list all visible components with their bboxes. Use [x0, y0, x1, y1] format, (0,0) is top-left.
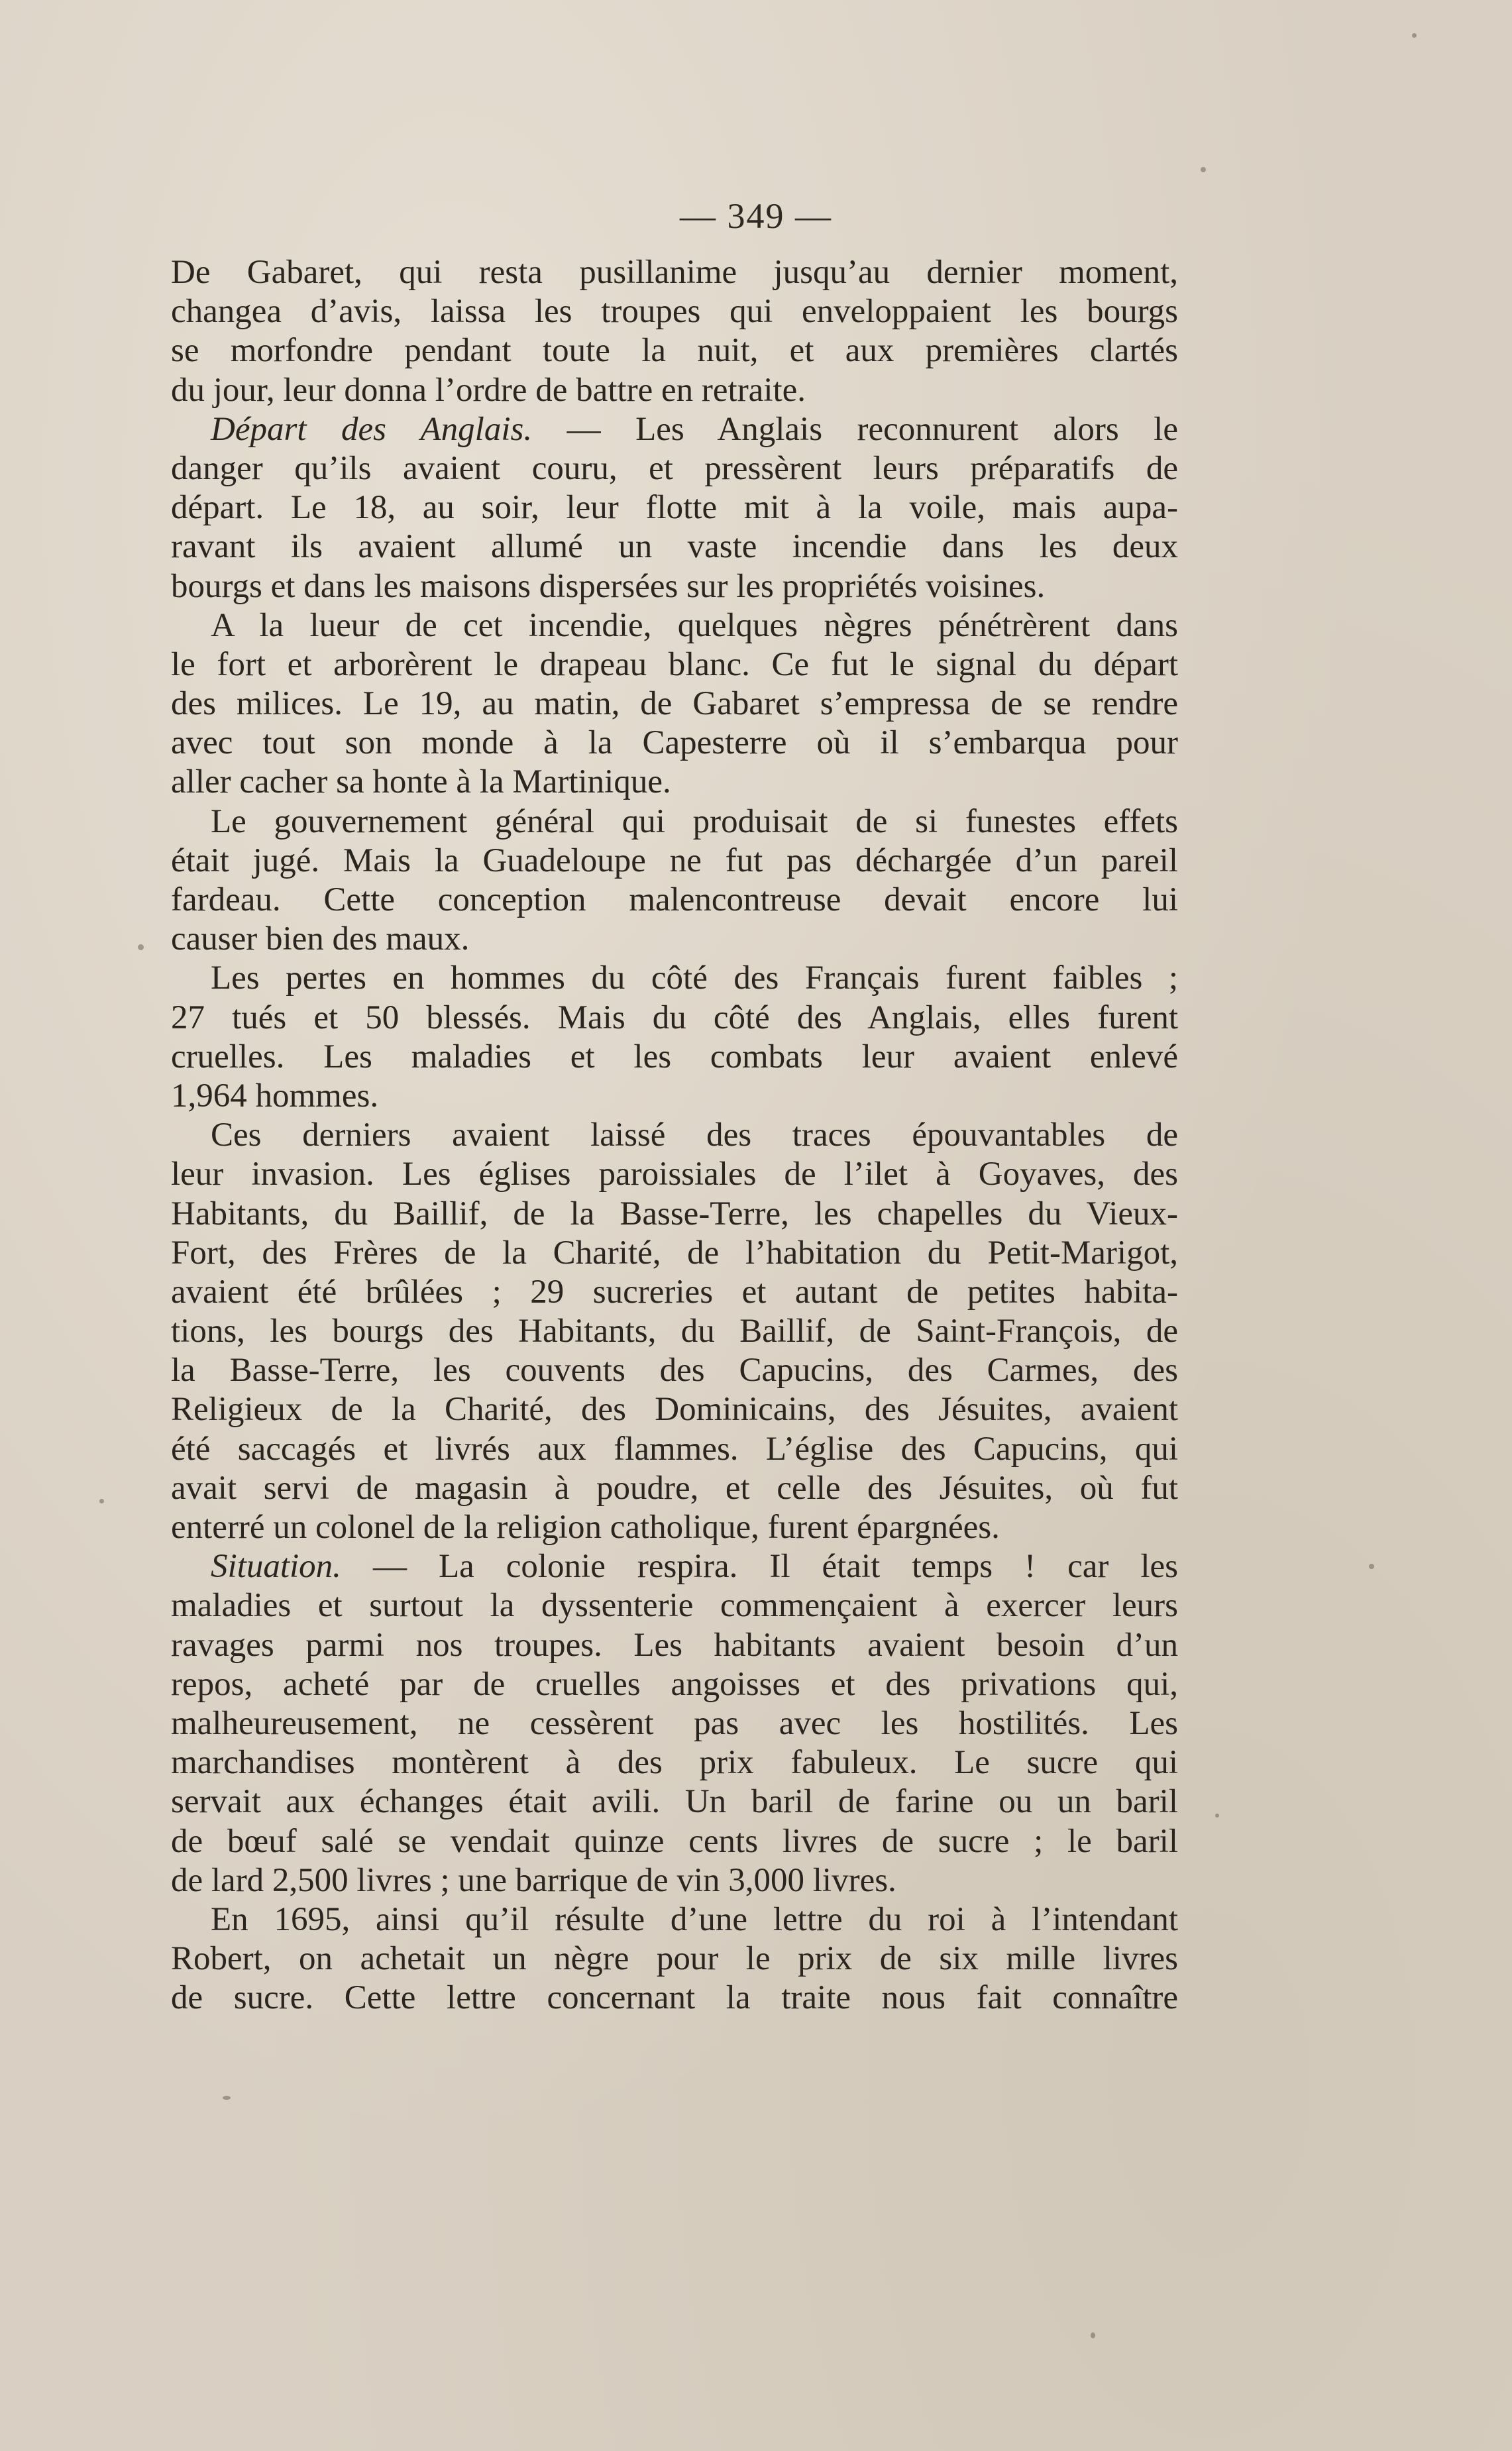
text-line: En 1695, ainsi qu’il résulte d’une lettre du roi à l’intendant	[211, 1900, 1178, 1938]
body-text	[171, 253, 1178, 2018]
text-line: maladies et surtout la dyssenterie commençaient à exercer leurs	[171, 1587, 1178, 1625]
text-line: avec tout son monde à la Capesterre où il s’embarqua pour	[171, 724, 1178, 762]
text-line: était jugé. Mais la Guadeloupe ne fut pas déchargée d’un pareil	[171, 842, 1178, 879]
text-line: de sucre. Cette lettre concernant la traite nous fait connaître	[171, 1979, 1178, 2017]
text-line: avait servi de magasin à poudre, et celle des Jésuites, où fut	[171, 1469, 1178, 1507]
text-line: leur invasion. Les églises paroissiales de l’ilet à Goyaves, des	[171, 1156, 1178, 1193]
text-line: De Gabaret, qui resta pusillanime jusqu’au dernier moment,	[171, 254, 1178, 291]
text-line: des milices. Le 19, au matin, de Gabaret s’empressa de se rendre	[171, 685, 1178, 723]
text-line: Fort, des Frères de la Charité, de l’habitation du Petit-Marigot,	[171, 1234, 1178, 1272]
text-line: A la lueur de cet incendie, quelques nègres pénétrèrent dans	[211, 606, 1178, 644]
text-line: Les pertes en hommes du côté des Français furent faibles ;	[211, 959, 1178, 997]
text-line: le fort et arborèrent le drapeau blanc. Ce fut le signal du départ	[171, 645, 1178, 683]
paper-speck	[1091, 2332, 1095, 2338]
text-line-rest: — Les Anglais reconnurent alors le	[532, 410, 1178, 448]
text-line: tions, les bourgs des Habitants, du Baillif, de Saint-François, de	[171, 1313, 1178, 1350]
text-line: Ces derniers avaient laissé des traces épouvantables de	[211, 1117, 1178, 1154]
text-line: la Basse-Terre, les couvents des Capucins, des Carmes, des	[171, 1352, 1178, 1389]
text-line: départ. Le 18, au soir, leur flotte mit à la voile, mais aupa-	[171, 489, 1178, 527]
text-line: Religieux de la Charité, des Dominicains, des Jésuites, avaient	[171, 1391, 1178, 1429]
text-line: causer bien des maux.	[171, 920, 470, 958]
text-line: servait aux échanges était avili. Un baril de farine ou un baril	[171, 1783, 1178, 1821]
text-line	[171, 1547, 1178, 1586]
text-line: ravages parmi nos troupes. Les habitants avaient besoin d’un	[171, 1626, 1178, 1664]
text-line: repos, acheté par de cruelles angoisses et des privations qui,	[171, 1665, 1178, 1703]
text-line: de lard 2,500 livres ; une barrique de vin 3,000 livres.	[171, 1861, 896, 1899]
text-line: marchandises montèrent à des prix fabuleux. Le sucre qui	[171, 1744, 1178, 1782]
text-line: enterré un colonel de la religion catholique, furent épargnées.	[171, 1509, 1000, 1546]
page-number: — 349 —	[680, 196, 832, 236]
text-line: du jour, leur donna l’ordre de battre en retraite.	[171, 371, 806, 409]
text-line: ravant ils avaient allumé un vaste incendie dans les deux	[171, 528, 1178, 566]
text-line: aller cacher sa honte à la Martinique.	[171, 763, 671, 801]
paper-speck	[1412, 33, 1417, 38]
text-line: Robert, on achetait un nègre pour le prix de six mille livres	[171, 1940, 1178, 1978]
text-line: se morfondre pendant toute la nuit, et aux premières clartés	[171, 332, 1178, 370]
text-line: de bœuf salé se vendait quinze cents livres de sucre ; le baril	[171, 1822, 1178, 1860]
paper-speck	[1215, 1814, 1219, 1818]
text-line: été saccagés et livrés aux flammes. L’église des Capucins, qui	[171, 1430, 1178, 1468]
paper-speck	[1201, 167, 1206, 172]
text-line: changea d’avis, laissa les troupes qui enveloppaient les bourgs	[171, 293, 1178, 331]
text-line: fardeau. Cette conception malencontreuse devait encore lui	[171, 881, 1178, 918]
text-line: avaient été brûlées ; 29 sucreries et autant de petites habita-	[171, 1273, 1178, 1311]
text-line	[171, 410, 1178, 449]
paper-speck	[223, 2096, 231, 2100]
paper-speck	[138, 944, 144, 950]
text-line: malheureusement, ne cessèrent pas avec les hostilités. Les	[171, 1704, 1178, 1742]
paper-speck	[1369, 1564, 1374, 1569]
text-line: Le gouvernement général qui produisait de si funestes effets	[211, 802, 1178, 840]
text-line-rest: — La colonie respira. Il était temps ! car les	[341, 1548, 1178, 1586]
section-heading: Situation.	[211, 1548, 341, 1586]
text-line: Habitants, du Baillif, de la Basse-Terre, les chapelles du Vieux-	[171, 1195, 1178, 1232]
paper-speck	[99, 1499, 104, 1503]
text-line: 1,964 hommes.	[171, 1077, 379, 1115]
section-heading: Départ des Anglais.	[211, 410, 533, 448]
text-line: danger qu’ils avaient couru, et pressèrent leurs préparatifs de	[171, 449, 1178, 487]
text-line: cruelles. Les maladies et les combats leur avaient enlevé	[171, 1038, 1178, 1075]
text-line: 27 tués et 50 blessés. Mais du côté des Anglais, elles furent	[171, 999, 1178, 1036]
text-line: bourgs et dans les maisons dispersées sur les propriétés voisines.	[171, 567, 1046, 605]
